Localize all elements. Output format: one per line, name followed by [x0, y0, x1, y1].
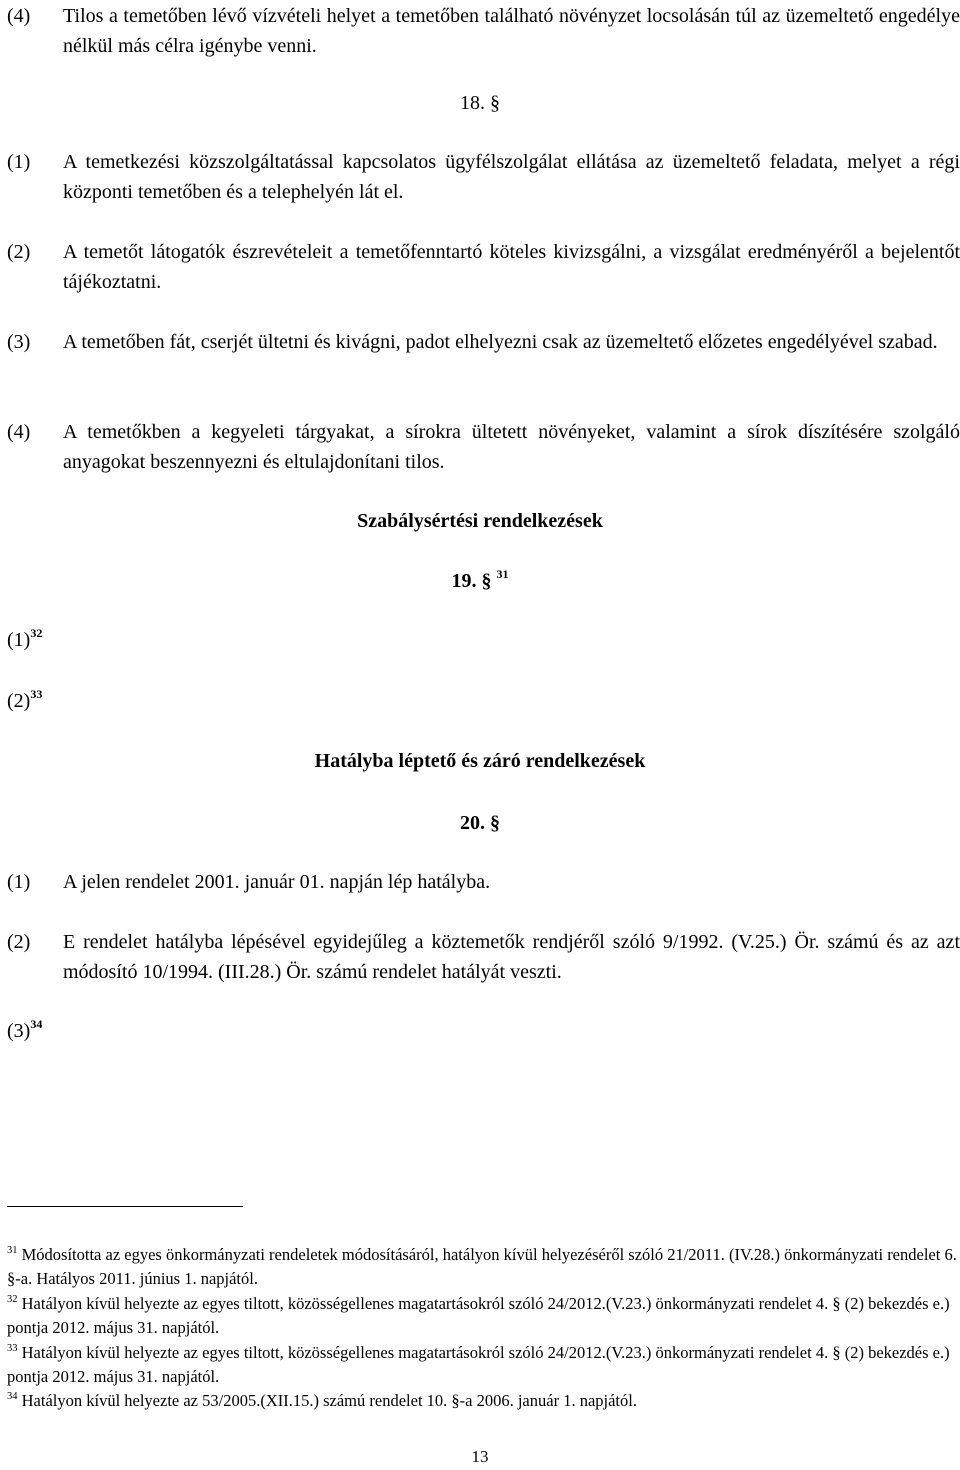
footnote-separator: [7, 1206, 243, 1207]
footnote-32: [7, 1292, 960, 1341]
paragraph-text: A temetkezési közszolgáltatással kapcsolatos ügyfélszolgálat ellátása az üzemeltető feladata, melyet a régi központi temetőben és a telephelyén lát el.: [63, 151, 960, 203]
paragraph-text: A jelen rendelet 2001. január 01. napján lép hatályba.: [63, 871, 491, 893]
footnote-ref: 32: [30, 626, 43, 640]
footnote-ref: 33: [30, 687, 43, 701]
footnote-33: [7, 1341, 960, 1390]
chapter-title-final: Hatályba léptető és záró rendelkezések: [314, 750, 646, 772]
footnote-text: Módosította az egyes önkormányzati rendeletek módosításáról, hatályon kívül helyezéséről szóló 21/2011. (IV.28.) önkormányzati rendelet 6. §-a. Hatályos 2011. június 1. napjától.: [7, 1245, 957, 1289]
footnote-ref: 31: [496, 567, 509, 581]
page-number: 13: [471, 1447, 489, 1466]
paragraph-number: (2): [7, 931, 31, 953]
paragraph-text: E rendelet hatályba lépésével egyidejűleg a köztemetők rendjéről szóló 9/1992. (V.25.) Ör. számú és az azt módosító 10/1994. (III.28.) Ör. számú rendelet hatályát veszti.: [63, 931, 960, 983]
footnote-number: 31: [7, 1245, 18, 1256]
paragraph-19-1: [7, 625, 42, 655]
footnotes: [7, 1243, 960, 1414]
footnote-text: Hatályon kívül helyezte az 53/2005.(XII.15.) számú rendelet 10. §-a 2006. január 1. napjától.: [21, 1391, 637, 1411]
paragraph-text: A temetőt látogatók észrevételeit a temetőfenntartó köteles kivizsgálni, a vizsgálat eredményéről a bejelentőt tájékoztatni.: [63, 241, 960, 293]
paragraph-18-2: [7, 237, 960, 297]
paragraph-number: (3): [7, 331, 31, 353]
paragraph-number: (1): [7, 871, 31, 893]
paragraph-text: A temetőkben a kegyeleti tárgyakat, a sírokra ültetett növényeket, valamint a sírok díszítésére szolgáló anyagokat beszennyezni és eltulajdonítani tilos.: [63, 421, 960, 473]
paragraph-20-3: [7, 1016, 42, 1046]
footnote-34: [7, 1389, 960, 1413]
paragraph-number: (1): [7, 151, 31, 173]
paragraph-number: (4): [7, 421, 31, 443]
footnote-number: 34: [7, 1391, 18, 1403]
paragraph-number: (2): [7, 241, 31, 263]
paragraph-text: A temetőben fát, cserjét ültetni és kivágni, padot elhelyezni csak az üzemeltető előzetes engedélyével szabad.: [63, 331, 938, 353]
section-19-heading: [0, 566, 960, 596]
paragraph-20-1: [7, 867, 960, 897]
chapter-title-penalties: Szabálysértési rendelkezések: [357, 510, 603, 532]
paragraph-20-2: [7, 927, 960, 987]
footnote-ref: 34: [30, 1017, 43, 1031]
paragraph-number: (3): [7, 1020, 31, 1042]
paragraph-18-1: [7, 147, 960, 207]
paragraph-text: Tilos a temetőben lévő vízvételi helyet a temetőben található növényzet locsolásán túl az üzemeltető engedélye nélkül más célra igénybe venni.: [63, 5, 960, 57]
section-18-heading: 18. §: [460, 92, 500, 114]
paragraph-18-3: [7, 327, 960, 357]
paragraph-number: (1): [7, 629, 31, 651]
section-20-heading: 20. §: [460, 812, 500, 834]
section-heading-text: 19. §: [451, 570, 492, 592]
paragraph-number: (4): [7, 5, 31, 27]
footnote-text: Hatályon kívül helyezte az egyes tiltott, közösségellenes magatartásokról szóló 24/2012.(V.23.) önkormányzati rendelet 4. § (2) bekezdés e.) pontja 2012. május 31. napjától.: [7, 1342, 950, 1387]
footnote-number: 33: [7, 1342, 18, 1354]
paragraph-number: (2): [7, 690, 31, 712]
footnote-text: Hatályon kívül helyezte az egyes tiltott, közösségellenes magatartásokról szóló 24/2012.(V.23.) önkormányzati rendelet 4. § (2) bekezdés e.) pontja 2012. május 31. napjától.: [7, 1293, 950, 1338]
paragraph-17-4: [7, 1, 960, 61]
footnote-number: 32: [7, 1293, 18, 1305]
paragraph-19-2: [7, 686, 42, 716]
footnote-31: [7, 1243, 960, 1292]
paragraph-18-4: [7, 417, 960, 477]
